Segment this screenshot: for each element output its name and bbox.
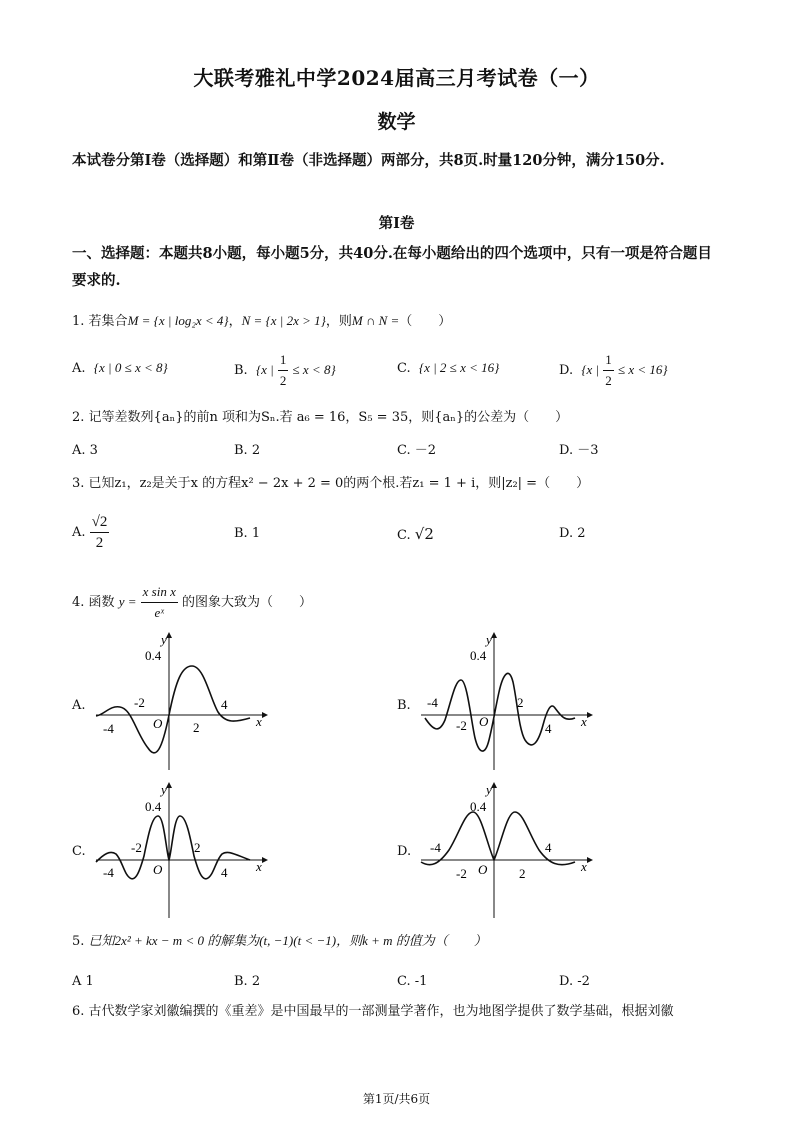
svg-text:2: 2 <box>194 840 201 855</box>
svg-text:y: y <box>161 782 167 797</box>
q1-option-c[interactable]: C. {x | 2 ≤ x < 16} <box>397 360 500 376</box>
q4-option-b-label[interactable]: B. <box>397 698 411 713</box>
q1-option-b[interactable]: B. {x | $\frac{1}{2}$ ≤ x < 8} <box>234 350 336 391</box>
x-axis-arrow <box>262 712 268 718</box>
q4-option-c-label[interactable]: C. <box>72 844 86 859</box>
svg-text:x: x <box>581 714 587 729</box>
question-5-stem: 5. 已知2x² + kx − m < 0 的解集为(t, −1)(t < −1)，则k + m 的值为（ ） <box>72 933 487 949</box>
exam-subject: 数学 <box>377 111 416 133</box>
question-3-stem: 3. 已知z₁，z₂是关于x 的方程x² − 2x + 2 = 0的两个根.若z₁ = 1 + i，则|z₂| =（ ） <box>72 476 590 491</box>
q3-option-a[interactable]: A. $\frac{√2}{2}$ <box>72 514 108 551</box>
section-heading: 一、选择题：本题共8小题，每小题5分，共40分.在每小题给出的四个选项中，只有一项是符合题目要求的. <box>72 245 712 289</box>
set-m: M = {x | log₂x < 4} <box>127 313 229 328</box>
svg-text:y: y <box>486 632 492 647</box>
svg-text:-4: -4 <box>103 865 114 880</box>
svg-text:4: 4 <box>545 840 552 855</box>
graph-option-a[interactable] <box>90 630 270 775</box>
q4-option-a-label[interactable]: A. <box>72 698 86 713</box>
svg-text:-2: -2 <box>456 718 467 733</box>
y-axis-arrow <box>166 632 172 638</box>
question-4-stem: 4. 函数 y = $\frac{\text{x sin x}}{\text{eˣ}}$ 的图象大致为（ ） <box>72 582 312 623</box>
question-6-stem: 6. 古代数学家刘徽编撰的《重差》是中国最早的一部测量学著作，也为地图学提供了数学基础，根据刘徽 <box>72 1004 674 1019</box>
svg-text:O: O <box>153 862 163 877</box>
fraction: $\frac{√2}{2}$ <box>91 514 108 551</box>
origin-label: O <box>153 716 163 731</box>
q5-option-b[interactable]: B. 2 <box>234 974 261 989</box>
svg-text:-2: -2 <box>131 840 142 855</box>
svg-text:0.4: 0.4 <box>470 648 487 663</box>
x-label: x <box>256 714 262 729</box>
y-tick-label: 0.4 <box>145 648 162 663</box>
q2-option-a[interactable]: A. 3 <box>72 443 98 458</box>
svg-text:-4: -4 <box>427 695 438 710</box>
graph-option-c[interactable] <box>90 780 270 920</box>
tick-label: 4 <box>221 697 228 712</box>
graph-option-d[interactable] <box>415 780 595 920</box>
svg-text:O: O <box>479 714 489 729</box>
graph-option-b[interactable] <box>415 630 595 775</box>
svg-text:-2: -2 <box>456 866 467 881</box>
set-n: N = {x | 2x > 1} <box>241 313 326 328</box>
q1-option-d[interactable]: D. {x | $\frac{1}{2}$ ≤ x < 16} <box>559 350 668 391</box>
exam-title: 大联考雅礼中学2024届高三月考试卷（一） <box>193 66 600 90</box>
q5-option-c[interactable]: C. -1 <box>397 974 428 989</box>
q5-option-a[interactable]: A 1 <box>72 974 94 989</box>
q5-option-d[interactable]: D. -2 <box>559 974 590 989</box>
q3-option-d[interactable]: D. 2 <box>559 526 586 541</box>
question-number: 1. <box>72 314 85 329</box>
part-heading: 第Ⅰ卷 <box>378 215 415 232</box>
svg-text:y: y <box>486 782 492 797</box>
y-label: y <box>161 632 167 647</box>
q2-option-c[interactable]: C. －2 <box>397 443 437 458</box>
svg-text:0.4: 0.4 <box>145 799 162 814</box>
tick-label: -4 <box>103 721 114 736</box>
fraction: $\frac{1}{2}$ <box>279 352 287 388</box>
q3-option-b[interactable]: B. 1 <box>234 526 261 541</box>
svg-text:-4: -4 <box>430 840 441 855</box>
tick-label: 2 <box>193 720 200 735</box>
svg-text:x: x <box>256 859 262 874</box>
fraction: $\frac{1}{2}$ <box>605 352 612 388</box>
svg-text:2: 2 <box>519 866 526 881</box>
q1-option-a[interactable]: A. {x | 0 ≤ x < 8} <box>72 360 168 376</box>
exam-intro: 本试卷分第Ⅰ卷（选择题）和第Ⅱ卷（非选择题）两部分，共8页.时量120分钟，满分150分. <box>72 152 665 169</box>
svg-text:2: 2 <box>517 695 524 710</box>
question-2-stem: 2. 记等差数列{aₙ}的前n 项和为Sₙ.若 a₆ = 16，S₅ = 35，则{aₙ}的公差为（ ） <box>72 410 569 425</box>
question-1-stem: 1. 若集合M = {x | log₂x < 4}，N = {x | 2x > 1}，则M ∩ N =（ ） <box>72 313 452 329</box>
svg-text:4: 4 <box>221 865 228 880</box>
tick-label: -2 <box>134 695 145 710</box>
q2-option-d[interactable]: D. －3 <box>559 443 599 458</box>
svg-text:O: O <box>478 862 488 877</box>
q4-option-d-label[interactable]: D. <box>397 844 412 859</box>
function-fraction: $\frac{\text{x sin x}}{\text{eˣ}}$ <box>142 584 176 620</box>
svg-text:4: 4 <box>545 721 552 736</box>
q2-option-b[interactable]: B. 2 <box>234 443 261 458</box>
svg-text:x: x <box>581 859 587 874</box>
page-footer: 第1页/共6页 <box>362 1092 431 1106</box>
svg-text:0.4: 0.4 <box>470 799 487 814</box>
q3-option-c[interactable]: C. √2 <box>397 525 434 543</box>
